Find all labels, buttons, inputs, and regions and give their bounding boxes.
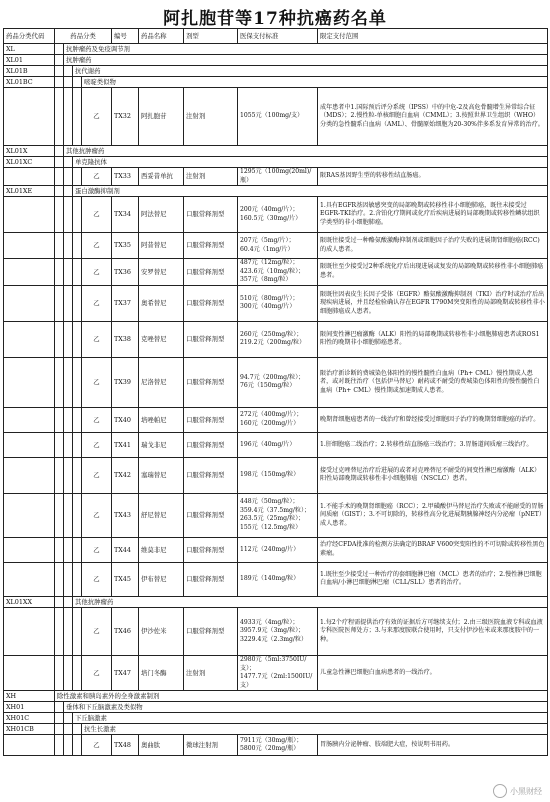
insurance-class: 乙 — [82, 493, 112, 537]
category-row — [4, 66, 548, 77]
category-row — [4, 44, 548, 55]
indent-cell — [64, 357, 73, 407]
dosage-form: 口服常释剂型 — [184, 537, 238, 562]
indent-cell — [55, 77, 64, 88]
payment-scope: 治疗经CFDA批准的检测方法确定的BRAF V600突变阳性的不可切除或转移性黑色素瘤。 — [318, 537, 548, 562]
header-drug-name: 药品名称 — [139, 29, 184, 44]
code-cell — [4, 735, 55, 756]
payment-scope: 限间变性淋巴瘤激酶（ALK）阳性的局部晚期或转移性非小细胞肺癌患者或ROS1阳性的晚期非小细胞肺癌患者。 — [318, 321, 548, 357]
dosage-form: 口服常释剂型 — [184, 407, 238, 432]
indent-cell — [55, 186, 64, 197]
indent-cell — [73, 197, 82, 233]
category-row — [4, 713, 548, 724]
wechat-logo-icon — [493, 784, 507, 798]
drug-row — [4, 562, 548, 596]
payment-scope: 1.每2个疗程需提供治疗有效的证据后方可继续支付；2.由三级医院血液专科或血液专科医院医师处方；3.与来那度胺联合使用时，只支付伊沙佐米或来那度胺中的一种。 — [318, 607, 548, 655]
drug-name: 伊沙佐米 — [139, 607, 184, 655]
dosage-form: 注射剂 — [184, 88, 238, 146]
drug-row — [4, 233, 548, 259]
indent-cell — [73, 259, 82, 286]
dosage-form: 口服常释剂型 — [184, 285, 238, 321]
drug-row — [4, 259, 548, 286]
code-cell — [4, 432, 55, 457]
payment-scope: 限治疗新诊断的费城染色体阳性的慢性髓性白血病（Ph+ CML）慢性期成人患者，或对既往治疗（包括伊马替尼）耐药或不耐受的费城染色体阳性的慢性髓性白血病（Ph+ CML）慢性期或加速期成人患者。 — [318, 357, 548, 407]
insurance-class: 乙 — [82, 321, 112, 357]
drug-name: 西妥昔单抗 — [139, 168, 184, 186]
indent-cell — [64, 607, 73, 655]
insurance-class: 乙 — [82, 259, 112, 286]
category-name: 抗代谢药 — [73, 66, 548, 77]
drug-number: TX39 — [112, 357, 139, 407]
drug-row — [4, 607, 548, 655]
category-name: 抗肿瘤药 — [64, 55, 548, 66]
indent-cell — [55, 146, 64, 157]
payment-standard: 94.7元（200mg/粒）； 76元（150mg/粒） — [238, 357, 318, 407]
payment-scope: 晚期肾细胞癌患者的一线治疗和曾经接受过细胞因子治疗的晚期肾细胞癌的治疗。 — [318, 407, 548, 432]
dosage-form: 口服常释剂型 — [184, 493, 238, 537]
indent-cell — [55, 168, 64, 186]
indent-cell — [73, 607, 82, 655]
drug-name: 舒尼替尼 — [139, 493, 184, 537]
payment-standard: 448元（50mg/粒）； 359.4元（37.5mg/粒）； 263.5元（25mg/粒）； 155元（12.5mg/粒） — [238, 493, 318, 537]
dosage-form: 口服常释剂型 — [184, 357, 238, 407]
indent-cell — [55, 702, 64, 713]
payment-scope: 成年患者中1.国际预后评分系统（IPSS）中的中危-2及高危骨髓增生异常综合征（MDS）；2.慢性粒-单核细胞白血病（CMML）；3.按照世界卫生组织（WHO）分类的急性髓系白血病（AML）、骨髓原始细胞为20-30%伴多系发育异常的治疗。 — [318, 88, 548, 146]
payment-standard: 272元（400mg/片）； 160元（200mg/片） — [238, 407, 318, 432]
drug-number: TX32 — [112, 88, 139, 146]
indent-cell — [73, 724, 82, 735]
code-cell — [4, 197, 55, 233]
drug-number: TX48 — [112, 735, 139, 756]
dosage-form: 口服常释剂型 — [184, 432, 238, 457]
indent-cell — [73, 233, 82, 259]
indent-cell — [55, 655, 64, 690]
payment-standard: 7911元（30mg/瓶）； 5800元（20mg/瓶） — [238, 735, 318, 756]
indent-cell — [73, 655, 82, 690]
category-code: XL01XE — [4, 186, 55, 197]
insurance-class: 乙 — [82, 655, 112, 690]
drug-name: 阿扎胞苷 — [139, 88, 184, 146]
indent-cell — [64, 713, 73, 724]
header-code: 药品分类代码 — [4, 29, 55, 44]
indent-cell — [55, 607, 64, 655]
indent-cell — [55, 233, 64, 259]
indent-cell — [64, 432, 73, 457]
payment-scope: 1.具有EGFR基因敏感突变的局部晚期或转移性非小细胞肺癌，既往未接受过EGFR-TKI治疗。2.含铂化疗期间或化疗后疾病进展的局部晚期或转移性鳞状组织学类型的非小细胞肺癌。 — [318, 197, 548, 233]
dosage-form: 口服常释剂型 — [184, 233, 238, 259]
indent-cell — [64, 735, 73, 756]
drug-row — [4, 285, 548, 321]
drug-number: TX36 — [112, 259, 139, 286]
indent-cell — [64, 233, 73, 259]
header-number: 编号 — [112, 29, 139, 44]
indent-cell — [64, 655, 73, 690]
code-cell — [4, 607, 55, 655]
insurance-class: 乙 — [82, 233, 112, 259]
payment-standard: 196元（40mg/片） — [238, 432, 318, 457]
dosage-form: 口服常释剂型 — [184, 321, 238, 357]
indent-cell — [64, 724, 73, 735]
indent-cell — [73, 321, 82, 357]
drug-name: 维莫非尼 — [139, 537, 184, 562]
category-row — [4, 724, 548, 735]
payment-standard: 1295元（100mg(20ml)/瓶） — [238, 168, 318, 186]
dosage-form: 口服常释剂型 — [184, 197, 238, 233]
insurance-class: 乙 — [82, 197, 112, 233]
drug-name: 培唑帕尼 — [139, 407, 184, 432]
indent-cell — [73, 493, 82, 537]
drug-table — [3, 28, 548, 756]
code-cell — [4, 321, 55, 357]
category-code: XH01C — [4, 713, 55, 724]
category-code: XL01B — [4, 66, 55, 77]
indent-cell — [64, 157, 73, 168]
drug-row — [4, 357, 548, 407]
payment-scope: 限既往至少接受过2种系统化疗后出现进展或复发的局部晚期或转移性非小细胞肺癌患者。 — [318, 259, 548, 286]
category-code: XH01CB — [4, 724, 55, 735]
indent-cell — [73, 88, 82, 146]
insurance-class: 乙 — [82, 457, 112, 493]
indent-cell — [64, 493, 73, 537]
payment-scope: 儿童急性淋巴细胞白血病患者的一线治疗。 — [318, 655, 548, 690]
insurance-class: 乙 — [82, 168, 112, 186]
category-code: XH01 — [4, 702, 55, 713]
category-code: XL01XC — [4, 157, 55, 168]
indent-cell — [64, 66, 73, 77]
dosage-form: 口服常释剂型 — [184, 607, 238, 655]
code-cell — [4, 88, 55, 146]
payment-scope: 接受过克唑替尼治疗后进展的或者对克唑替尼不耐受的间变性淋巴瘤激酶（ALK）阳性局部晚期或转移性非小细胞肺癌（NSCLC）患者。 — [318, 457, 548, 493]
drug-row — [4, 537, 548, 562]
drug-name: 塞瑞替尼 — [139, 457, 184, 493]
category-row — [4, 146, 548, 157]
indent-cell — [73, 735, 82, 756]
category-row — [4, 55, 548, 66]
drug-name: 奥曲肽 — [139, 735, 184, 756]
code-cell — [4, 168, 55, 186]
indent-cell — [64, 186, 73, 197]
header-form: 剂型 — [184, 29, 238, 44]
category-name: 抗肿瘤药及免疫调节剂 — [64, 44, 548, 55]
indent-cell — [55, 457, 64, 493]
indent-cell — [55, 197, 64, 233]
insurance-class: 乙 — [82, 357, 112, 407]
drug-number: TX45 — [112, 562, 139, 596]
drug-row — [4, 88, 548, 146]
category-name: 除性激素和胰岛素外的全身激素制剂 — [55, 691, 548, 702]
insurance-class: 乙 — [82, 607, 112, 655]
indent-cell — [55, 55, 64, 66]
drug-name: 安罗替尼 — [139, 259, 184, 286]
drug-name: 培门冬酶 — [139, 655, 184, 690]
indent-cell — [73, 537, 82, 562]
drug-number: TX38 — [112, 321, 139, 357]
indent-cell — [64, 537, 73, 562]
drug-number: TX47 — [112, 655, 139, 690]
dosage-form: 口服常释剂型 — [184, 562, 238, 596]
indent-cell — [55, 157, 64, 168]
indent-cell — [55, 66, 64, 77]
payment-standard: 1055元（100mg/支） — [238, 88, 318, 146]
drug-name: 克唑替尼 — [139, 321, 184, 357]
indent-cell — [64, 259, 73, 286]
indent-cell — [73, 432, 82, 457]
category-code: XL — [4, 44, 55, 55]
indent-cell — [55, 735, 64, 756]
page-title: 阿扎胞苷等17种抗癌药名单 — [163, 9, 387, 29]
insurance-class: 乙 — [82, 537, 112, 562]
indent-cell — [55, 357, 64, 407]
category-row — [4, 691, 548, 702]
category-name: 其他抗肿瘤药 — [64, 146, 548, 157]
header-category: 药品分类 — [55, 29, 112, 44]
code-cell — [4, 233, 55, 259]
indent-cell — [64, 457, 73, 493]
indent-cell — [73, 407, 82, 432]
payment-standard: 510元（80mg/片）； 300元（40mg/片） — [238, 285, 318, 321]
table-body — [4, 44, 548, 756]
drug-name: 尼洛替尼 — [139, 357, 184, 407]
indent-cell — [73, 357, 82, 407]
code-cell — [4, 407, 55, 432]
drug-name: 伊布替尼 — [139, 562, 184, 596]
indent-cell — [64, 562, 73, 596]
insurance-class: 乙 — [82, 735, 112, 756]
code-cell — [4, 457, 55, 493]
code-cell — [4, 562, 55, 596]
insurance-class: 乙 — [82, 432, 112, 457]
payment-standard: 207元（5mg/片）； 60.4元（1mg/片） — [238, 233, 318, 259]
drug-number: TX43 — [112, 493, 139, 537]
dosage-form: 口服常释剂型 — [184, 259, 238, 286]
category-row — [4, 157, 548, 168]
category-name: 蛋白激酶抑制剂 — [73, 186, 548, 197]
drug-row — [4, 407, 548, 432]
indent-cell — [73, 77, 82, 88]
insurance-class: 乙 — [82, 407, 112, 432]
payment-standard: 189元（140mg/粒） — [238, 562, 318, 596]
drug-number: TX37 — [112, 285, 139, 321]
indent-cell — [55, 321, 64, 357]
category-name: 下丘脑激素 — [73, 713, 548, 724]
category-name: 其他抗肿瘤药 — [73, 596, 548, 607]
indent-cell — [55, 562, 64, 596]
category-name: 垂体和下丘脑激素及类似物 — [64, 702, 548, 713]
indent-cell — [55, 407, 64, 432]
drug-number: TX35 — [112, 233, 139, 259]
drug-row — [4, 457, 548, 493]
indent-cell — [64, 285, 73, 321]
indent-cell — [55, 432, 64, 457]
category-row — [4, 186, 548, 197]
payment-standard: 200元（40mg/片）； 160.5元（30mg/片） — [238, 197, 318, 233]
drug-row — [4, 655, 548, 690]
code-cell — [4, 285, 55, 321]
category-code: XL01X — [4, 146, 55, 157]
payment-scope: 1.既往至少接受过一种治疗的套细胞淋巴瘤（MCL）患者的治疗；2.慢性淋巴细胞白血病/小淋巴细胞淋巴瘤（CLL/SLL）患者的治疗。 — [318, 562, 548, 596]
insurance-class: 乙 — [82, 562, 112, 596]
category-code: XL01XX — [4, 596, 55, 607]
indent-cell — [64, 197, 73, 233]
payment-scope: 限既往因表皮生长因子受体（EGFR）酪氨酸激酶抑制剂（TKI）治疗时或治疗后出现疾病进展，并且经检验确认存在EGFR T790M突变阳性的局部晚期或转移性非小细胞肺癌成人患者。 — [318, 285, 548, 321]
indent-cell — [64, 407, 73, 432]
code-cell — [4, 493, 55, 537]
indent-cell — [73, 562, 82, 596]
code-cell — [4, 655, 55, 690]
category-code: XH — [4, 691, 55, 702]
watermark-text: 小黑财经 — [510, 786, 542, 796]
category-name: 抗生长激素 — [82, 724, 548, 735]
table-header-row — [4, 29, 548, 44]
drug-name: 奥希替尼 — [139, 285, 184, 321]
drug-number: TX33 — [112, 168, 139, 186]
indent-cell — [73, 168, 82, 186]
indent-cell — [64, 321, 73, 357]
drug-name: 阿法替尼 — [139, 197, 184, 233]
indent-cell — [55, 724, 64, 735]
indent-cell — [64, 77, 73, 88]
indent-cell — [55, 713, 64, 724]
drug-number: TX44 — [112, 537, 139, 562]
indent-cell — [55, 259, 64, 286]
drug-row — [4, 735, 548, 756]
indent-cell — [55, 493, 64, 537]
category-row — [4, 702, 548, 713]
drug-number: TX40 — [112, 407, 139, 432]
payment-standard: 260元（250mg/粒）； 219.2元（200mg/粒） — [238, 321, 318, 357]
insurance-class: 乙 — [82, 285, 112, 321]
payment-scope: 1.不能手术的晚期肾细胞癌（RCC）；2.甲磺酸伊马替尼治疗失败或不能耐受的胃肠间质瘤（GIST）；3.不可切除的，转移性高分化进展期胰腺神经内分泌瘤（pNET）成人患者。 — [318, 493, 548, 537]
drug-row — [4, 493, 548, 537]
drug-row — [4, 321, 548, 357]
category-code: XL01BC — [4, 77, 55, 88]
payment-scope: 限RAS基因野生型的转移性结直肠癌。 — [318, 168, 548, 186]
drug-row — [4, 197, 548, 233]
indent-cell — [64, 88, 73, 146]
indent-cell — [55, 285, 64, 321]
payment-standard: 112元（240mg/片） — [238, 537, 318, 562]
drug-name: 瑞戈非尼 — [139, 432, 184, 457]
insurance-class: 乙 — [82, 88, 112, 146]
drug-number: TX42 — [112, 457, 139, 493]
indent-cell — [55, 596, 64, 607]
drug-number: TX34 — [112, 197, 139, 233]
indent-cell — [73, 285, 82, 321]
indent-cell — [55, 88, 64, 146]
indent-cell — [64, 168, 73, 186]
indent-cell — [73, 457, 82, 493]
payment-standard: 487元（12mg/粒）； 423.6元（10mg/粒）； 357元（8mg/粒） — [238, 259, 318, 286]
indent-cell — [55, 44, 64, 55]
payment-scope: 胃肠胰内分泌肿瘤、肢端肥大症，按说明书用药。 — [318, 735, 548, 756]
category-row — [4, 596, 548, 607]
payment-standard: 4933元（4mg/粒）； 3957.9元（3mg/粒）； 3229.4元（2.3mg/粒） — [238, 607, 318, 655]
header-scope: 限定支付范围 — [318, 29, 548, 44]
payment-standard: 2980元（5ml:3750IU/支）； 1477.7元（2ml:1500IU/支） — [238, 655, 318, 690]
category-name: 嘧啶类似物 — [82, 77, 548, 88]
drug-row — [4, 168, 548, 186]
category-row — [4, 77, 548, 88]
drug-row — [4, 432, 548, 457]
code-cell — [4, 357, 55, 407]
payment-standard: 198元（150mg/粒） — [238, 457, 318, 493]
category-code: XL01 — [4, 55, 55, 66]
code-cell — [4, 537, 55, 562]
dosage-form: 微球注射剂 — [184, 735, 238, 756]
drug-number: TX46 — [112, 607, 139, 655]
category-name: 单克隆抗体 — [73, 157, 548, 168]
code-cell — [4, 259, 55, 286]
dosage-form: 注射剂 — [184, 655, 238, 690]
watermark — [493, 784, 542, 798]
indent-cell — [55, 537, 64, 562]
dosage-form: 注射剂 — [184, 168, 238, 186]
header-price: 医保支付标准 — [238, 29, 318, 44]
drug-name: 阿昔替尼 — [139, 233, 184, 259]
drug-number: TX41 — [112, 432, 139, 457]
payment-scope: 1.肝细胞癌二线治疗；2.转移性结直肠癌三线治疗；3.胃肠道间质瘤三线治疗。 — [318, 432, 548, 457]
payment-scope: 限既往接受过一种酪氨酸激酶抑制剂或细胞因子治疗失败的进展期肾细胞癌(RCC)的成人患者。 — [318, 233, 548, 259]
indent-cell — [64, 596, 73, 607]
dosage-form: 口服常释剂型 — [184, 457, 238, 493]
